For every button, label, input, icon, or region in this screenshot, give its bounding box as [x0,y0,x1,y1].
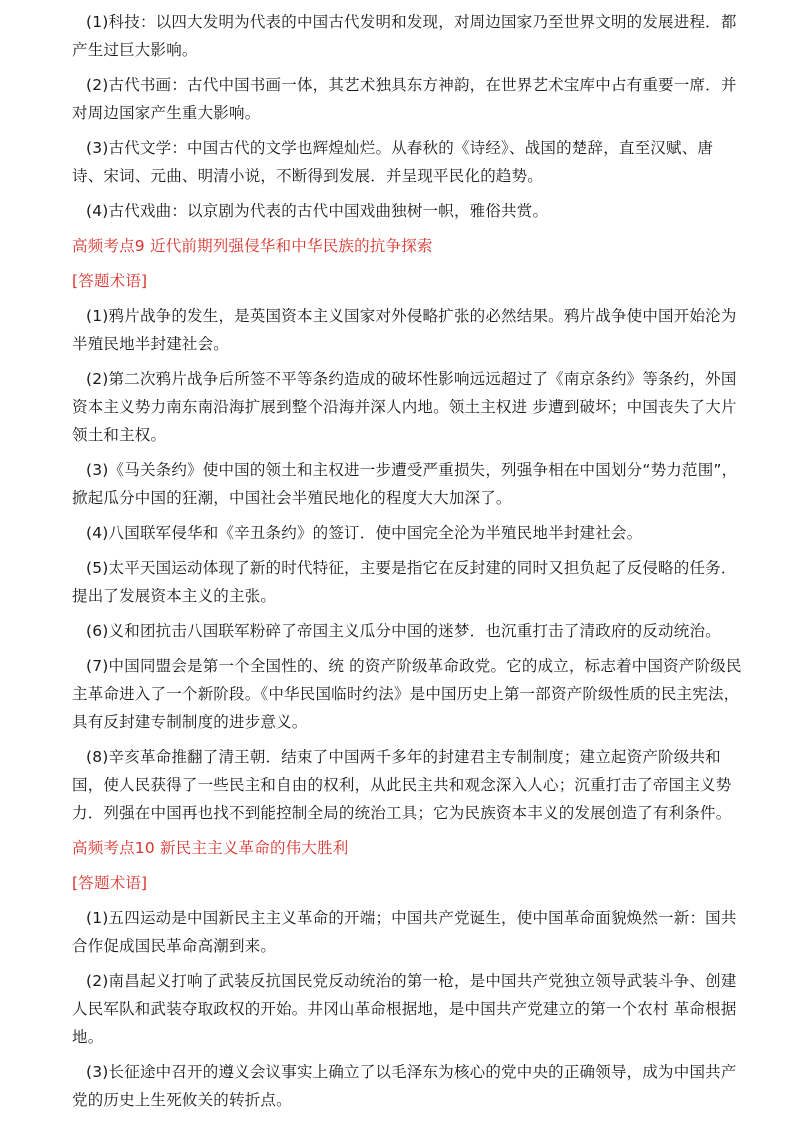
section-10-paragraph: (2)南昌起义打响了武装反抗国民党反动统治的第一枪，是中国共产党独立领导武装斗争、创建人民军队和武装夺取政权的开始。井冈山革命根据地，是中国共产党建立的第一个农村 革命根据地。 [72,972,737,1046]
section-9-answer-terms-tag: [答题术语] [72,272,148,290]
section-9-paragraph: (6)义和团抗击八国联军粉碎了帝国主义瓜分中国的迷梦．也沉重打击了清政府的反动统治。 [86,622,721,640]
section-9-paragraph: (1)鸦片战争的发生，是英国资本主义国家对外侵略扩张的必然结果。鸦片战争使中国开始沦为半殖民地半封建社会。 [72,307,737,353]
section-9-paragraph: (7)中国同盟会是第一个全国性的、统 的资产阶级革命政党。它的成立，标志着中国资产阶级民主革命进入了一个新阶段。《中华民国临时约法》是中国历史上第一部资产阶级性质的民主宪法，具有反封建专制制度的进步意义。 [72,657,742,731]
section-10-paragraph: (1)五四运动是中国新民主主义革命的开端；中国共产党诞生，使中国革命面貌焕然一新：国共合作促成国民革命高潮到来。 [72,909,737,955]
section-9-paragraph: (3)《马关条约》使中国的领土和主权进一步遭受严重损失，列强争相在中国划分“势力范围”，掀起瓜分中国的狂潮，中国社会半殖民地化的程度大大加深了。 [72,461,738,507]
section-10-heading: 高频考点10 新民主主义革命的伟大胜利 [72,839,349,857]
paragraph-opera: (4)古代戏曲：以京剧为代表的古代中国戏曲独树一帜，雅俗共赏。 [86,202,549,220]
section-9-paragraph: (4)八国联军侵华和《辛丑条约》的签订．使中国完全沦为半殖民地半封建社会。 [86,524,643,542]
paragraph-painting: (2)古代书画：古代中国书画一体，其艺术独具东方神韵，在世界艺术宝库中占有重要一席．并对周边国家产生重大影响。 [72,76,737,122]
section-9-paragraph: (2)第二次鸦片战争后所签不平等条约造成的破坏性影响远远超过了《南京条约》等条约，外国资本主义势力南东南沿海扩展到整个沿海并深人内地。领土主权进 步遭到破坏；中国丧失了大片领土和主权。 [72,370,737,444]
section-9-paragraph: (8)辛亥革命推翻了清王朝．结束了中国两千多年的封建君主专制制度；建立起资产阶级共和国，使人民获得了一些民主和自由的权利，从此民主共和观念深入人心；沉重打击了帝国主义势力．列强在中国再也找不到能控制全局的统治工具；它为民族资本丰义的发展创造了有利条件。 [72,748,732,822]
section-9-paragraph: (5)太平天国运动体现了新的时代特征，主要是指它在反封建的同时又担负起了反侵略的任务．提出了发展资本主义的主张。 [72,559,737,605]
paragraph-tech: (1)科技：以四大发明为代表的中国古代发明和发现，对周边国家乃至世界文明的发展进程．都产生过巨大影响。 [72,13,737,59]
section-10-answer-terms-tag: [答题术语] [72,874,148,892]
section-10-paragraph: (3)长征途中召开的遵义会议事实上确立了以毛泽东为核心的党中央的正确领导，成为中国共产党的历史上生死攸关的转折点。 [72,1063,737,1109]
section-9-heading: 高频考点9 近代前期列强侵华和中华民族的抗争探索 [72,237,433,255]
paragraph-literature: (3)古代文学：中国古代的文学也辉煌灿烂。从春秋的《诗经》、战国的楚辞，直至汉赋、唐诗、宋词、元曲、明清小说，不断得到发展．并呈现平民化的趋势。 [72,139,714,185]
